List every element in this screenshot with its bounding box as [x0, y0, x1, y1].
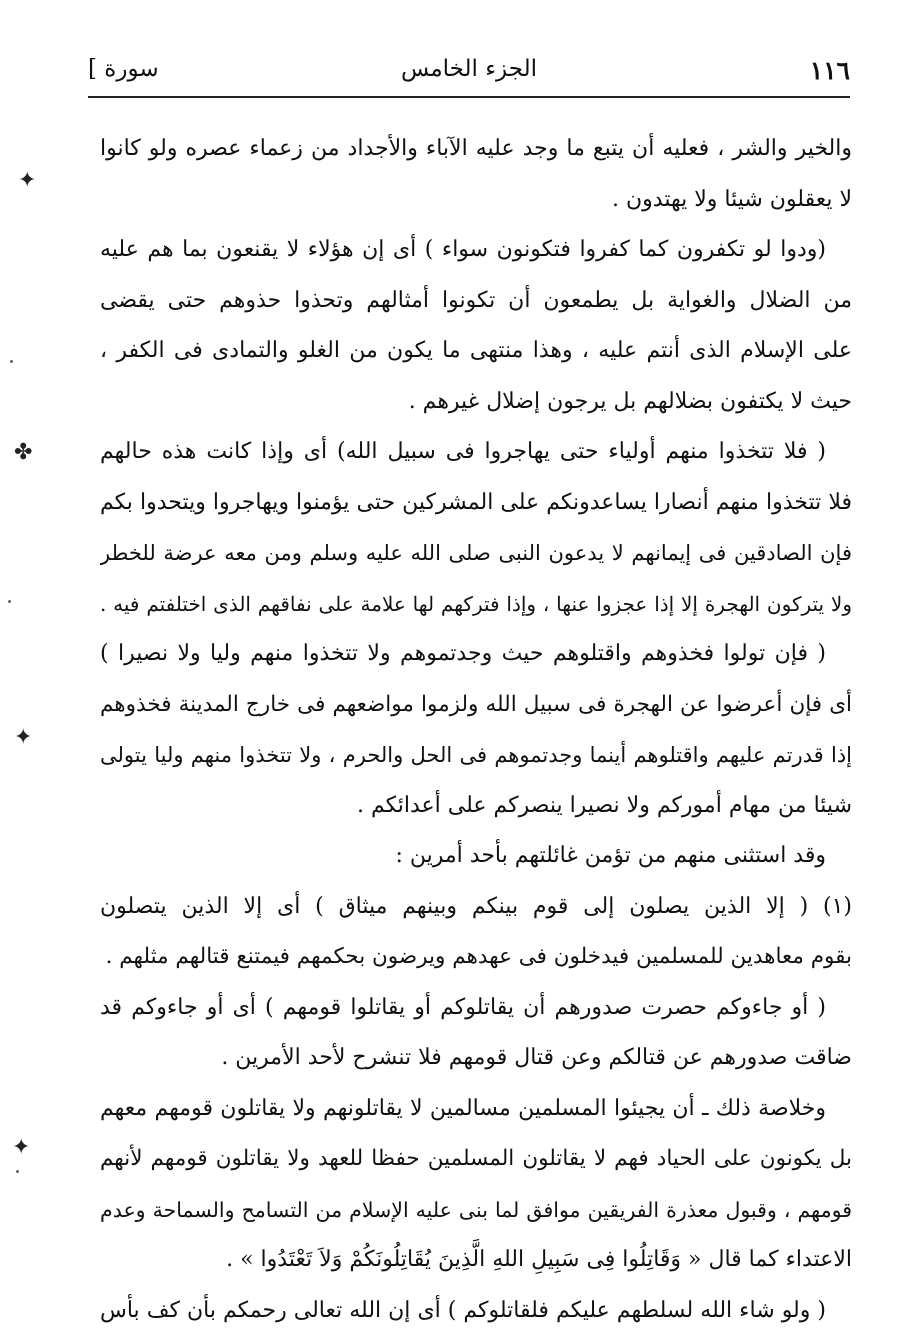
- text-line: ولا يتركون الهجرة إلا إذا عجزوا عنها ، وإذا فتركهم لها علامة على نفاقهم الذى اختلفتم فيه .: [100, 579, 852, 630]
- text-line: حيث لا يكتفون بضلالهم بل يرجون إضلال غيرهم .: [100, 377, 852, 428]
- text-line: وقد استثنى منهم من تؤمن غائلتهم بأحد أمرين :: [100, 831, 852, 882]
- scan-speck-icon: ✦: [14, 725, 32, 750]
- text-line: إذا قدرتم عليهم واقتلوهم أينما وجدتموهم فى الحل والحرم ، ولا تتخذوا منهم وليا يتولى: [100, 730, 852, 781]
- part-title: الجزء الخامس: [88, 56, 850, 82]
- page-header: [88, 52, 850, 98]
- scan-speck-icon: ✦: [12, 1135, 30, 1160]
- text-line: (١) ( إلا الذين يصلون إلى قوم بينكم وبينهم ميثاق ) أى إلا الذين يتصلون: [100, 882, 852, 933]
- surah-label: [ سورة: [88, 56, 159, 82]
- scan-dot-icon: [16, 1170, 19, 1173]
- scan-dot-icon: [10, 360, 13, 363]
- text-line: لا يعقلون شيئا ولا يهتدون .: [100, 175, 852, 226]
- scan-dot-icon: [8, 600, 11, 603]
- page-number: ١١٦: [810, 56, 850, 85]
- text-line: ( فإن تولوا فخذوهم واقتلوهم حيث وجدتموهم ولا تتخذوا منهم وليا ولا نصيرا ): [100, 629, 852, 680]
- header-rule: [88, 96, 850, 98]
- text-line: بقوم معاهدين للمسلمين فيدخلون فى عهدهم ويرضون بحكمهم فيمتنع قتالهم مثلهم .: [100, 932, 852, 983]
- text-line: فإن الصادقين فى إيمانهم لا يدعون النبى صلى الله عليه وسلم ومن معه عرضة للخطر: [100, 528, 852, 579]
- text-line: ( فلا تتخذوا منهم أولياء حتى يهاجروا فى سبيل الله) أى وإذا كانت هذه حالهم: [100, 427, 852, 478]
- text-line: قومهم ، وقبول معذرة الفريقين موافق لما بنى عليه الإسلام من التسامح والسماحة وعدم: [100, 1185, 852, 1236]
- text-line: بل يكونون على الحياد فهم لا يقاتلون المسلمين حفظا للعهد ولا يقاتلون قومهم لأنهم: [100, 1134, 852, 1185]
- text-line: شيئا من مهام أموركم ولا نصيرا ينصركم على أعدائكم .: [100, 781, 852, 832]
- text-line: ضاقت صدورهم عن قتالكم وعن قتال قومهم فلا تنشرح لأحد الأمرين .: [100, 1033, 852, 1084]
- text-line: على الإسلام الذى أنتم عليه ، وهذا منتهى ما يكون من الغلو والتمادى فى الكفر ،: [100, 326, 852, 377]
- text-line: فلا تتخذوا منهم أنصارا يساعدونكم على المشركين حتى يؤمنوا ويهاجروا ويتحدوا بكم: [100, 478, 852, 529]
- text-line: (ودوا لو تكفرون كما كفروا فتكونون سواء ) أى إن هؤلاء لا يقنعون بما هم عليه: [100, 225, 852, 276]
- text-line: أى فإن أعرضوا عن الهجرة فى سبيل الله ولزموا مواضعهم فى خارج المدينة فخذوهم: [100, 680, 852, 731]
- text-line: وخلاصة ذلك ـ أن يجيئوا المسلمين مسالمين لا يقاتلونهم ولا يقاتلون قومهم معهم: [100, 1084, 852, 1135]
- text-line: الاعتداء كما قال « وَقَاتِلُوا فِى سَبِيلِ اللهِ الَّذِينَ يُقَاتِلُونَكُمْ وَلاَ تَعْتَدُوا » .: [100, 1235, 852, 1286]
- page-body: [100, 124, 852, 1336]
- text-line: والخير والشر ، فعليه أن يتبع ما وجد عليه الآباء والأجداد من زعماء عصره ولو كانوا: [100, 124, 852, 175]
- text-line: ( ولو شاء الله لسلطهم عليكم فلقاتلوكم ) أى إن الله تعالى رحمكم بأن كف بأس: [100, 1286, 852, 1336]
- text-line: ( أو جاءوكم حصرت صدورهم أن يقاتلوكم أو يقاتلوا قومهم ) أى أو جاءوكم قد: [100, 983, 852, 1034]
- scan-speck-icon: ✤: [14, 440, 32, 465]
- text-line: من الضلال والغواية بل يطمعون أن تكونوا أمثالهم وتحذوا حذوهم حتى يقضى: [100, 276, 852, 327]
- scan-speck-icon: ✦: [18, 168, 36, 193]
